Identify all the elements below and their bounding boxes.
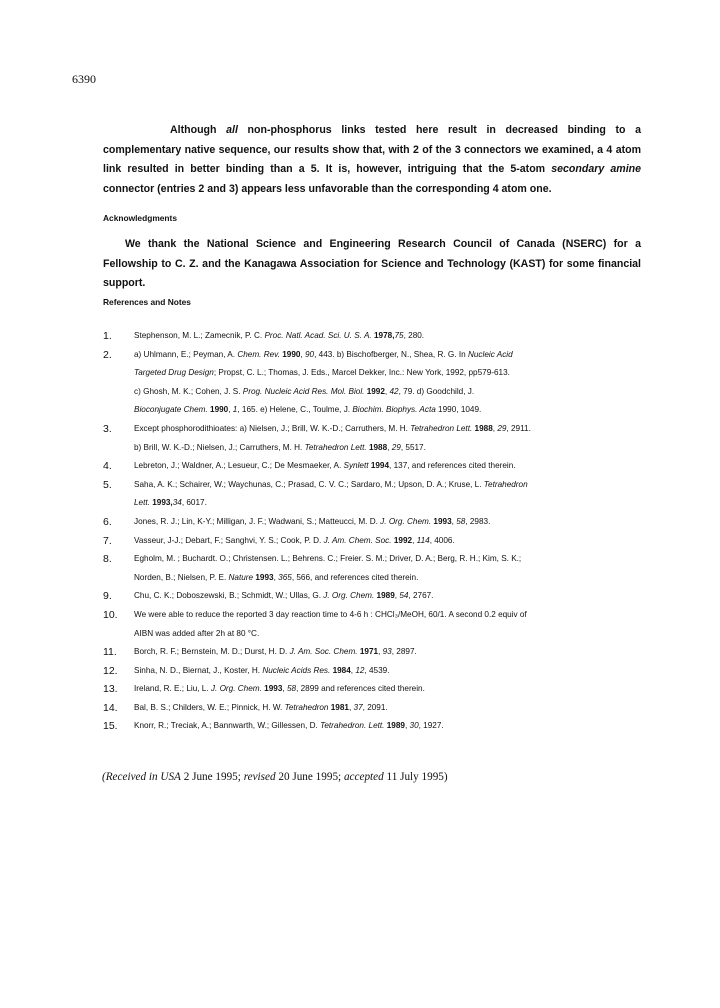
text-run: Prog. Nucleic Acid Res. Mol. Biol. (242, 386, 365, 396)
text-run: , (350, 665, 356, 675)
text-run: Knorr, R.; Treciak, A.; Bannwarth, W.; Gillessen, D. (134, 721, 321, 731)
text-run: , 79. d) Goodchild, J. (398, 386, 475, 396)
reference-line (134, 383, 643, 402)
references-list (103, 327, 643, 736)
text-run: a) Uhlmann, E.; Peyman, A. (134, 349, 238, 359)
para1-line2: complementary native sequence, our results show that, with 2 of the 3 connectors we examined, a 4 (103, 143, 613, 156)
text-run: Tetrahedron Lett. (410, 423, 473, 433)
reference-text (134, 643, 643, 662)
text-run: Egholm, M. ; Buchardt. O.; Christensen. L.; Behrens. C.; Freier. S. M.; Driver, D. A.; Berg, R. H.; Kim, S. K.; (134, 554, 522, 564)
reference-item (103, 457, 643, 476)
reference-line (134, 476, 643, 495)
text-run: Jones, R. J.; Lin, K-Y.; Milligan, J. F.; Wadwani, S.; Matteucci, M. D. (134, 516, 381, 526)
text-run: Borch, R. F.; Bernstein, M. D.; Durst, H. D. (134, 647, 290, 657)
reference-line (134, 457, 643, 476)
text-run: 75 (394, 331, 404, 340)
text-run: 1993, (152, 498, 173, 508)
text-run: Nucleic Acids Res. (262, 665, 331, 675)
reference-line (134, 513, 643, 532)
text-run: , (348, 702, 354, 712)
text-run: , 6017. (181, 498, 207, 508)
text-run: 1978, (373, 331, 395, 340)
text-run: ; Propst, C. L.; Thomas, J. Eds., Marcel Dekker, Inc.: New York, 1992, pp579-613. (213, 368, 510, 378)
text-run: , (492, 423, 498, 433)
reference-number: 8. (103, 553, 112, 566)
reference-item (103, 532, 643, 551)
text-run: , (404, 721, 410, 731)
reference-text (134, 346, 643, 420)
text-run: , 1927. (418, 721, 444, 731)
text-run: 1993 (433, 516, 452, 526)
para1-italic-amine: amine (610, 163, 642, 175)
text-run: 365 (278, 572, 292, 582)
text-run: J. Am. Chem. Soc. (323, 535, 392, 545)
text-run: 90 (305, 349, 315, 359)
text-run: , (387, 442, 392, 452)
reference-text (134, 550, 643, 587)
text-run: Proc. Natl. Acad. Sci. U. S. A. (264, 331, 372, 340)
reference-text (134, 587, 643, 606)
text-run: Except phosphorodithioates: a) Nielsen, J.; Brill, W. K.-D.; Carruthers, M. H. (134, 423, 411, 433)
reference-line (134, 346, 643, 365)
text-run: 34 (172, 498, 182, 508)
para1-line3: atom link resulted in better binding than a 5. It is, however, intriguing that the 5-atom (103, 143, 641, 175)
text-run: , 4006. (429, 535, 455, 545)
reference-number: 10. (103, 608, 118, 621)
reference-line (134, 587, 643, 606)
reference-text (134, 476, 643, 513)
reference-item (103, 346, 643, 420)
reference-item (103, 513, 643, 532)
text-run: 58 (456, 516, 466, 526)
text-run: 20 June 1995; (275, 771, 344, 783)
ack-line2: Fellowship to C. Z. and the Kanagawa Association for Science and Technology (KAST) for some (103, 257, 595, 270)
reference-line (134, 401, 643, 420)
text-run: Biochim. Biophys. Acta (352, 405, 436, 415)
text-run: , (378, 647, 383, 657)
text-run: Nucleic Acid (467, 349, 513, 359)
text-run: Lebreton, J.; Waldner, A.; Lesueur, C.; De Mesmaeker, A. (134, 461, 344, 471)
text-run: Vasseur, J-J.; Debart, F.; Sanghvi, Y. S.; Cook, P. D. (134, 535, 324, 545)
text-run: 1981 (330, 702, 349, 712)
reference-text (134, 680, 643, 699)
text-run: 2 June 1995; (180, 771, 244, 783)
text-run: , 165. e) Helene, C., Toulme, J. (237, 405, 353, 415)
text-run: Tetrahedron (284, 702, 329, 712)
text-run: , (282, 684, 287, 694)
text-run: 58 (286, 684, 297, 694)
text-run: J. Org. Chem. (380, 516, 432, 526)
text-run: Bal, B. S.; Childers, W. E.; Pinnick, H. W. (134, 702, 285, 712)
text-run: Targeted Drug Design (134, 368, 214, 378)
para1-line1-b: non-phosphorus links tested here result in decreased binding to a (237, 124, 642, 136)
text-run: accepted (343, 771, 384, 783)
text-run: , 443. b) Bischofberger, N., Shea, R. G. In (314, 349, 468, 359)
text-run: Nature (228, 572, 254, 582)
text-run: , 5517. (400, 442, 426, 452)
text-run: J. Org. Chem. (323, 591, 375, 601)
reference-text (134, 662, 643, 681)
reference-number: 11. (103, 646, 117, 659)
ack-line1: We thank the National Science and Engineering Research Council of Canada (NSERC) for a (125, 238, 641, 250)
text-run: Chu, C. K.; Doboszewski, B.; Schmidt, W.; Ullas, G. (134, 591, 324, 601)
reference-item (103, 550, 643, 587)
reference-number: 1. (103, 330, 112, 342)
text-run: 1992 (366, 386, 385, 396)
para1-line1-italic: all (226, 124, 238, 136)
para1-line4: connector (entries 2 and 3) appears less unfavorable than the corresponding 4 atom one. (103, 182, 552, 195)
text-run: Sinha, N. D., Biernat, J., Koster, H. (134, 665, 263, 675)
reference-number: 2. (103, 348, 112, 361)
reference-item (103, 327, 643, 346)
reference-text (134, 532, 643, 551)
reference-item (103, 587, 643, 606)
text-run: Ireland, R. E.; Liu, L. (134, 684, 211, 694)
text-run: , 2897. (391, 647, 417, 657)
reference-item (103, 606, 643, 643)
references-heading: References and Notes (103, 297, 191, 307)
text-run: 42 (389, 386, 399, 396)
text-run: , (394, 591, 400, 601)
acknowledgments-paragraph (103, 235, 641, 294)
reference-line (134, 606, 643, 625)
text-run: 1989 (386, 721, 405, 731)
reference-text (134, 717, 643, 736)
reference-number: 14. (103, 701, 118, 714)
text-run: Lett. (134, 498, 150, 508)
reference-line (134, 662, 643, 681)
text-run: , 2983. (465, 516, 491, 526)
text-run: , (300, 349, 305, 359)
reference-line (134, 532, 643, 551)
text-run: Bioconjugate Chem. (134, 405, 208, 415)
text-run: , 2091. (362, 702, 388, 712)
reference-item (103, 420, 643, 457)
text-run: 1 (232, 405, 238, 415)
reference-line (134, 643, 643, 662)
text-run: 1993 (255, 572, 274, 582)
reference-number: 6. (103, 515, 112, 528)
text-run: c) Ghosh, M. K.; Cohen, J. S. (134, 386, 243, 396)
discussion-paragraph (103, 121, 641, 199)
text-run: 1992 (393, 535, 413, 545)
text-run: 37 (353, 702, 363, 712)
text-run: 1990, 1049. (435, 405, 482, 415)
reference-item (103, 680, 643, 699)
reference-text (134, 513, 643, 532)
reference-number: 15. (103, 720, 118, 733)
text-run: , 566, and references cited therein. (291, 572, 419, 582)
reference-item (103, 662, 643, 681)
text-run: 93 (382, 647, 392, 657)
ack-line3: financial support. (103, 257, 641, 289)
text-run: , (451, 516, 457, 526)
text-run: 1993 (264, 684, 283, 694)
text-run: , 2911. (506, 423, 531, 433)
text-run: , 4539. (364, 665, 390, 675)
para1-line1-a: Although (170, 124, 227, 136)
reference-item (103, 699, 643, 718)
reference-line (134, 680, 643, 699)
text-run: 11 July 1995) (383, 771, 448, 783)
reference-text (134, 327, 643, 346)
text-run: We were able to reduce the reported 3 day reaction time to 4-6 h : CHCl₃/MeOH, 60/1. A second 0.2 equiv of (134, 609, 527, 619)
text-run: , (228, 405, 233, 415)
text-run: 114 (416, 535, 430, 545)
text-run: J. Am. Soc. Chem. (289, 647, 358, 657)
reference-number: 5. (103, 478, 112, 491)
text-run: 1994 (370, 461, 390, 471)
text-run: Tetrahedron Lett. (304, 442, 367, 452)
text-run: 12 (355, 665, 365, 675)
text-run: 1990 (210, 405, 229, 415)
received-line (102, 771, 448, 783)
reference-line (134, 327, 643, 346)
text-run: Chem. Rev. (237, 349, 280, 359)
text-run: Stephenson, M. L.; Zamecnik, P. C. (134, 331, 265, 340)
text-run: Tetrahedron (483, 479, 528, 489)
reference-line (134, 420, 643, 439)
text-run: J. Org. Chem. (210, 684, 262, 694)
text-run: (Received in USA (102, 771, 181, 783)
reference-text (134, 606, 643, 643)
reference-item (103, 476, 643, 513)
reference-line (134, 494, 643, 513)
reference-number: 4. (103, 460, 112, 473)
reference-line (134, 439, 643, 458)
reference-line (134, 717, 643, 736)
text-run: , 137, and references cited therein. (389, 461, 516, 471)
reference-number: 7. (103, 534, 112, 547)
reference-number: 12. (103, 664, 118, 677)
text-run: 1990 (282, 349, 301, 359)
reference-item (103, 643, 643, 662)
text-run: 30 (409, 721, 419, 731)
text-run: , (273, 572, 279, 582)
text-run: Tetrahedron. Lett. (320, 721, 385, 731)
text-run: 1984 (332, 665, 351, 675)
text-run: 1988 (368, 442, 388, 452)
reference-number: 3. (103, 422, 112, 435)
text-run: 1989 (376, 591, 395, 601)
text-run: revised (243, 771, 276, 783)
text-run: , 2899 and references cited therein. (296, 684, 425, 694)
text-run: 29 (497, 423, 507, 433)
text-run: Synlett (343, 461, 369, 471)
text-run: , (412, 535, 417, 545)
text-run: 54 (399, 591, 409, 601)
reference-text (134, 699, 643, 718)
reference-number: 13. (103, 683, 118, 696)
reference-number: 9. (103, 590, 112, 603)
text-run: 29 (391, 442, 401, 452)
text-run: , 2767. (408, 591, 434, 601)
reference-line (134, 550, 643, 569)
para1-italic-secondary: secondary (551, 163, 605, 175)
page-number: 6390 (72, 72, 96, 86)
text-run: , (384, 386, 390, 396)
text-run: 1971 (359, 647, 379, 657)
reference-item (103, 717, 643, 736)
reference-line (134, 364, 643, 383)
text-run: , 280. (403, 331, 425, 340)
text-run: AIBN was added after 2h at 80 °C. (134, 628, 260, 638)
text-run: b) Brill, W. K.-D.; Nielsen, J.; Carruthers, M. H. (134, 442, 305, 452)
text-run: Saha, A. K.; Schairer, W.; Waychunas, C.; Prasad, C. V. C.; Sardaro, M.; Upson, D. A.; Kruse, L. (134, 479, 484, 489)
text-run: Norden, B.; Nielsen, P. E. (134, 572, 229, 582)
reference-line (134, 699, 643, 718)
reference-text (134, 457, 643, 476)
reference-line (134, 625, 643, 644)
reference-line (134, 569, 643, 588)
reference-text (134, 420, 643, 457)
acknowledgments-heading: Acknowledgments (103, 213, 177, 223)
text-run: 1988 (474, 423, 493, 433)
